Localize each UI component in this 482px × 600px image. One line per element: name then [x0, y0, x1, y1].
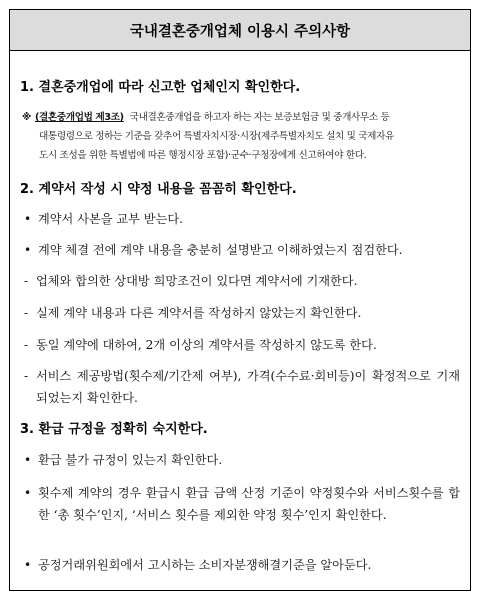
notice-content	[10, 50, 470, 590]
law-reference: (결혼중개업법 제3조)	[34, 112, 124, 123]
list-item-text: 환급 불가 규정이 있는지 확인한다.	[38, 453, 223, 467]
list-item-text: 공정거래위원회에서 고시하는 소비자분쟁해결기준을 알아둔다.	[38, 558, 372, 572]
section-3-heading: 3. 환급 규정을 정확히 숙지한다.	[20, 422, 208, 437]
note-line-2: 대통령령으로 정하는 기준을 갖추어 특별자치시장·시장(제주특별자치도 설치 및 국제자유	[39, 131, 394, 142]
list-item	[24, 334, 460, 356]
list-item-text: 업체와 합의한 상대방 희망조건이 있다면 계약서에 기재한다.	[36, 274, 358, 288]
dash-marker: -	[24, 369, 29, 383]
notice-sheet	[9, 9, 471, 591]
list-item	[24, 302, 460, 324]
list-item-text: 실제 계약 내용과 다른 계약서를 작성하지 않았는지 확인한다.	[36, 306, 362, 320]
list-item-text: 계약 체결 전에 계약 내용을 충분히 설명받고 이해하였는지 점검한다.	[38, 243, 403, 257]
bullet-marker: •	[24, 486, 32, 500]
bullet-marker: •	[24, 212, 32, 226]
list-item-text: 계약서 사본을 교부 받는다.	[38, 212, 184, 226]
dash-marker: -	[24, 306, 29, 320]
list-item-text: 동일 계약에 대하여, 2개 이상의 계약서를 작성하지 않도록 한다.	[36, 338, 377, 352]
dash-marker: -	[24, 274, 29, 288]
note-line-3: 도시 조성을 위한 특별법에 따른 행정시장 포함)·군수·구청장에게 신고하여야 한다.	[39, 150, 367, 161]
note-line-1: 국내결혼중개업을 하고자 하는 자는 보증보험금 및 중개사무소 등	[129, 112, 390, 123]
page-title: 국내결혼중개업체 이용시 주의사항	[129, 23, 351, 40]
list-item	[24, 270, 460, 292]
list-item-text: 횟수제 계약의 경우 환급시 환급 금액 산정 기준이 약정횟수와 서비스횟수를 합한 ‘총 횟수’인지, ‘서비스 횟수를 제외한 약정 횟수’인지 확인한다.	[38, 486, 460, 522]
note-mark: ※	[22, 112, 31, 123]
list-item	[24, 365, 460, 409]
law-note	[22, 108, 462, 165]
bullet-marker: •	[24, 558, 32, 572]
section-1-heading: 1. 결혼중개업에 따라 신고한 업체인지 확인한다.	[20, 80, 301, 95]
bullet-marker: •	[24, 453, 32, 467]
list-item	[24, 554, 460, 576]
title-banner	[10, 10, 470, 51]
bullet-marker: •	[24, 243, 32, 257]
list-item	[24, 239, 460, 261]
list-item	[24, 208, 460, 230]
list-item	[24, 449, 460, 471]
list-item	[24, 482, 460, 526]
section-2-heading: 2. 계약서 작성 시 약정 내용을 꼼꼼히 확인한다.	[20, 182, 297, 197]
dash-marker: -	[24, 338, 29, 352]
list-item-text: 서비스 제공방법(횟수제/기간제 여부), 가격(수수료·회비등)이 확정적으로 기재되었는지 확인한다.	[36, 369, 460, 405]
